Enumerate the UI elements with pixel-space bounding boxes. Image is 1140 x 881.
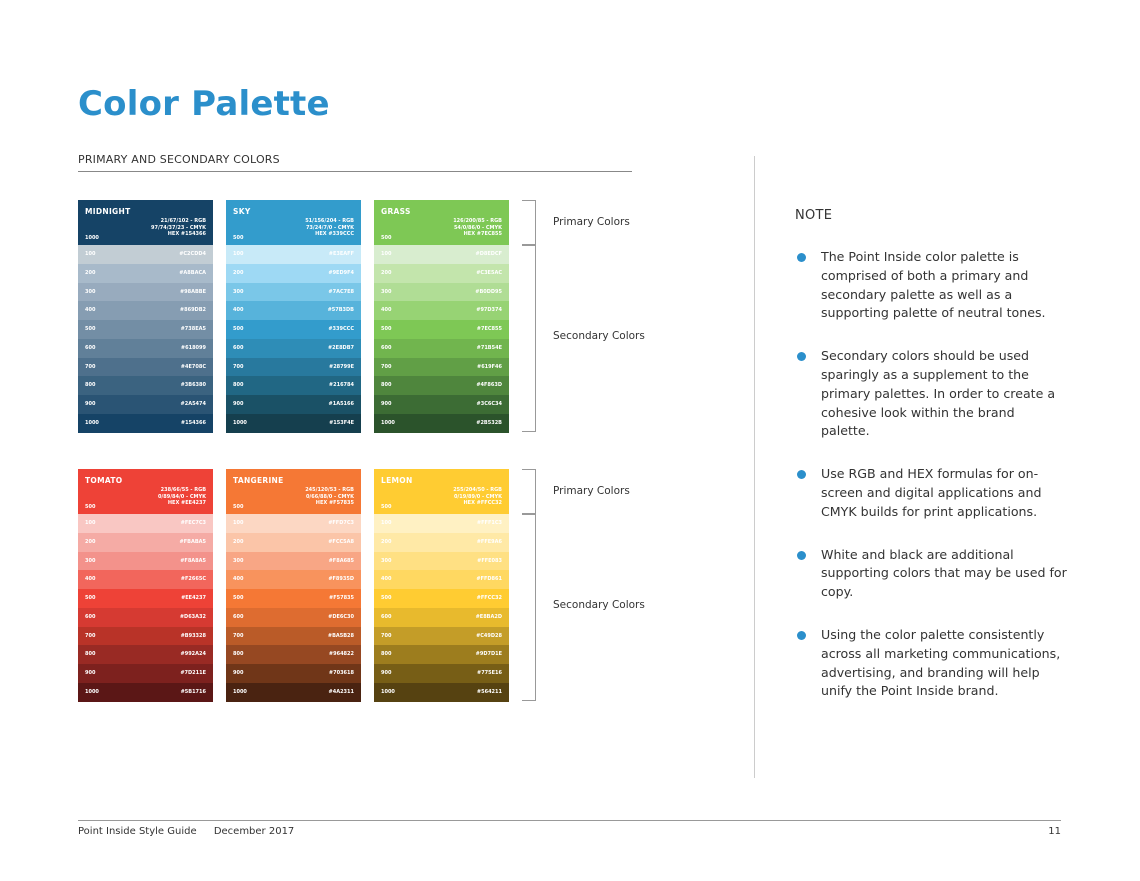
- palette-tint-swatch: [78, 514, 213, 533]
- palette-tint-swatch: [374, 627, 509, 646]
- palette-tint-swatch: [374, 414, 509, 433]
- palette-tint-swatch: [374, 589, 509, 608]
- tint-step: 500: [233, 595, 244, 601]
- palette-tint-swatch: [78, 627, 213, 646]
- palette-name: MIDNIGHT: [85, 207, 131, 216]
- tint-step: 1000: [381, 688, 395, 695]
- tint-hex: #2A5474: [180, 401, 206, 407]
- tint-hex: #FFF1C3: [476, 520, 502, 526]
- note-title: NOTE: [795, 208, 833, 223]
- palette-tint-swatch: [374, 339, 509, 358]
- tint-step: 600: [381, 613, 392, 620]
- tint-step: 800: [381, 651, 392, 658]
- tint-hex: #B93328: [180, 632, 206, 639]
- note-item: [797, 347, 1067, 441]
- tint-step: 100: [381, 251, 392, 257]
- primary-step: 1000: [85, 235, 99, 241]
- tint-hex: #FFCC32: [476, 595, 502, 601]
- tint-step: 1000: [233, 419, 247, 426]
- bullet-dot-icon: [797, 470, 806, 479]
- tint-hex: #98ABBE: [179, 288, 206, 295]
- tint-hex: #FCC5A8: [328, 538, 354, 545]
- palette-formulas: [305, 218, 354, 238]
- palette-formulas: [453, 218, 502, 238]
- bullet-dot-icon: [797, 253, 806, 262]
- palette-tint-swatch: [374, 376, 509, 395]
- palette-name: SKY: [233, 207, 251, 216]
- palette-tint-swatch: [226, 664, 361, 683]
- tint-step: 300: [381, 557, 392, 564]
- tint-hex: #A8BACA: [179, 269, 206, 276]
- primary-step: 500: [381, 235, 392, 241]
- tint-step: 100: [381, 520, 392, 526]
- palette-tint-swatch: [226, 339, 361, 358]
- palette-tint-swatch: [226, 283, 361, 302]
- tint-hex: #FEC7C3: [180, 520, 206, 526]
- tint-step: 100: [85, 251, 96, 257]
- bullet-dot-icon: [797, 551, 806, 560]
- tint-step: 500: [233, 326, 244, 332]
- palette-primary-swatch: [78, 200, 213, 245]
- tint-hex: #4A2311: [328, 688, 354, 695]
- tint-hex: #5B1716: [180, 688, 206, 695]
- tint-hex: #F8935D: [328, 576, 354, 583]
- cmyk-formula: 54/0/86/0 - CMYK: [453, 224, 502, 231]
- cmyk-formula: 97/74/37/23 - CMYK: [150, 224, 206, 231]
- palette-grass: [374, 200, 509, 433]
- palette-tangerine: [226, 469, 361, 702]
- section-label: PRIMARY AND SECONDARY COLORS: [78, 153, 280, 166]
- tint-hex: #C2CDD4: [179, 251, 206, 257]
- palette-tint-swatch: [78, 570, 213, 589]
- tint-step: 800: [85, 651, 96, 658]
- palette-name: LEMON: [381, 476, 413, 485]
- primary-colors-label: Primary Colors: [553, 216, 630, 228]
- footer-rule: [78, 820, 1061, 821]
- tint-hex: #992A24: [180, 651, 206, 658]
- tint-step: 400: [233, 576, 244, 583]
- tint-hex: #7D211E: [180, 670, 206, 676]
- tint-step: 300: [85, 288, 96, 295]
- tint-hex: #7EC855: [476, 326, 502, 332]
- tint-step: 200: [233, 538, 244, 545]
- tint-step: 600: [381, 344, 392, 351]
- palette-tint-swatch: [78, 283, 213, 302]
- hex-formula: HEX #154366: [167, 231, 206, 238]
- note-text: The Point Inside color palette is comprised of both a primary and secondary palette as well as a supporting palette of neutral tones.: [821, 249, 1046, 321]
- tint-step: 100: [85, 520, 96, 526]
- tint-hex: #1A5166: [328, 401, 354, 407]
- note-item: [797, 465, 1067, 521]
- palette-formulas: [305, 487, 354, 507]
- palette-tint-swatch: [226, 376, 361, 395]
- tint-hex: #E8BA2D: [475, 613, 502, 620]
- tint-step: 700: [233, 632, 244, 639]
- palette-formulas: [453, 487, 502, 507]
- tint-hex: #FFD861: [476, 576, 502, 583]
- tint-hex: #738EA5: [180, 326, 206, 332]
- tint-hex: #FFE9A6: [476, 538, 502, 545]
- palette-tint-swatch: [226, 645, 361, 664]
- palette-tint-swatch: [374, 320, 509, 339]
- tint-step: 300: [85, 557, 96, 564]
- tint-hex: #4E708C: [180, 363, 206, 370]
- tint-step: 800: [85, 382, 96, 389]
- tint-step: 100: [233, 520, 244, 526]
- palette-primary-swatch: [374, 200, 509, 245]
- tint-step: 1000: [85, 688, 99, 695]
- palette-tomato: [78, 469, 213, 702]
- palette-tint-swatch: [78, 264, 213, 283]
- rgb-formula: 21/67/102 - RGB: [160, 218, 206, 224]
- page-number: 11: [1048, 826, 1061, 837]
- tint-hex: #F8A685: [328, 557, 354, 564]
- footer-left: [78, 826, 294, 837]
- tint-step: 500: [381, 326, 392, 332]
- primary-bracket-top: [522, 200, 536, 245]
- tint-step: 600: [85, 344, 96, 351]
- note-list: [797, 248, 1067, 725]
- tint-hex: #B0DD95: [475, 288, 502, 295]
- palette-tint-swatch: [78, 608, 213, 627]
- tint-hex: #9D7D1E: [475, 651, 502, 658]
- palette-tint-swatch: [78, 664, 213, 683]
- tint-hex: #869DB2: [179, 307, 206, 314]
- rgb-formula: 238/66/55 - RGB: [160, 487, 206, 493]
- palette-tint-swatch: [226, 514, 361, 533]
- primary-colors-label: Primary Colors: [553, 485, 630, 497]
- palette-tint-swatch: [226, 301, 361, 320]
- tint-hex: #7AC7E8: [328, 288, 354, 295]
- footer-guide-title: Point Inside Style Guide: [78, 826, 197, 837]
- palette-tint-swatch: [226, 320, 361, 339]
- tint-step: 1000: [85, 419, 99, 426]
- tint-hex: #154366: [180, 419, 206, 426]
- cmyk-formula: 0/19/89/0 - CMYK: [453, 493, 502, 500]
- hex-formula: HEX #7EC855: [463, 231, 502, 238]
- section-rule: [78, 171, 632, 172]
- tint-step: 900: [85, 401, 96, 407]
- palette-tint-swatch: [226, 570, 361, 589]
- tint-step: 800: [233, 382, 244, 389]
- tint-hex: #28799E: [329, 363, 354, 370]
- primary-bracket-bottom: [522, 469, 536, 514]
- palette-name: TANGERINE: [233, 476, 284, 485]
- palette-tint-swatch: [78, 245, 213, 264]
- tint-step: 400: [85, 307, 96, 314]
- palette-tint-swatch: [226, 608, 361, 627]
- tint-step: 900: [233, 670, 244, 676]
- secondary-bracket-top: [522, 245, 536, 432]
- tint-hex: #964822: [328, 651, 354, 658]
- palette-tint-swatch: [78, 552, 213, 571]
- tint-step: 800: [381, 382, 392, 389]
- tint-hex: #339CCC: [328, 326, 354, 332]
- palette-primary-swatch: [226, 200, 361, 245]
- tint-hex: #C49D28: [476, 632, 502, 639]
- cmyk-formula: 0/66/88/0 - CMYK: [305, 493, 354, 500]
- tint-hex: #2E8DB7: [327, 344, 354, 351]
- rgb-formula: 245/120/53 - RGB: [305, 487, 354, 493]
- tint-hex: #564211: [476, 688, 502, 695]
- tint-hex: #9ED9F4: [328, 269, 354, 276]
- note-text: Using the color palette consistently across all marketing communications, advertising, and branding will help unify the Point Inside brand.: [821, 626, 1061, 699]
- primary-step: 500: [381, 504, 392, 510]
- palette-primary-swatch: [78, 469, 213, 514]
- palette-tint-swatch: [374, 395, 509, 414]
- tint-step: 800: [233, 651, 244, 658]
- tint-hex: #703618: [328, 670, 354, 676]
- tint-step: 300: [233, 557, 244, 564]
- primary-step: 500: [233, 504, 244, 510]
- palette-formulas: [158, 487, 206, 507]
- rgb-formula: 51/156/204 - RGB: [305, 218, 354, 224]
- tint-step: 600: [233, 613, 244, 620]
- tint-step: 200: [381, 269, 392, 276]
- note-text: White and black are additional supporting colors that may be used for copy.: [821, 546, 1067, 600]
- tint-step: 400: [233, 307, 244, 314]
- palette-tint-swatch: [226, 589, 361, 608]
- tint-step: 900: [381, 401, 392, 407]
- tint-hex: #E3EAFF: [328, 251, 354, 257]
- tint-step: 500: [85, 326, 96, 332]
- tint-step: 1000: [233, 688, 247, 695]
- tint-hex: #EE4237: [181, 595, 206, 601]
- tint-hex: #619F46: [477, 363, 502, 370]
- palette-formulas: [151, 218, 206, 238]
- palette-tint-swatch: [78, 395, 213, 414]
- palette-tint-swatch: [226, 264, 361, 283]
- palette-tint-swatch: [374, 664, 509, 683]
- palette-tint-swatch: [374, 683, 509, 702]
- palette-tint-swatch: [374, 570, 509, 589]
- tint-step: 200: [381, 538, 392, 545]
- tint-step: 900: [381, 670, 392, 676]
- tint-step: 400: [85, 576, 96, 583]
- rgb-formula: 126/200/85 - RGB: [453, 218, 502, 224]
- palette-sky: [226, 200, 361, 433]
- palette-tint-swatch: [226, 627, 361, 646]
- palette-tint-swatch: [226, 683, 361, 702]
- tint-step: 700: [233, 363, 244, 370]
- palette-tint-swatch: [226, 395, 361, 414]
- tint-step: 900: [85, 670, 96, 676]
- page-title: Color Palette: [78, 84, 330, 124]
- palette-tint-swatch: [374, 533, 509, 552]
- palette-tint-swatch: [374, 245, 509, 264]
- note-item: [797, 546, 1067, 602]
- tint-hex: #D8EDCF: [475, 251, 502, 257]
- secondary-bracket-bottom: [522, 514, 536, 701]
- tint-hex: #3B6380: [180, 382, 206, 389]
- palette-tint-swatch: [226, 533, 361, 552]
- palette-name: GRASS: [381, 207, 411, 216]
- hex-formula: HEX #EE4237: [167, 500, 206, 507]
- tint-hex: #4F863D: [476, 382, 502, 389]
- palette-tint-swatch: [226, 245, 361, 264]
- tint-hex: #2B532B: [476, 419, 502, 426]
- tint-step: 400: [381, 576, 392, 583]
- bullet-dot-icon: [797, 631, 806, 640]
- palette-tint-swatch: [374, 358, 509, 377]
- tint-step: 700: [85, 632, 96, 639]
- palette-tint-swatch: [78, 589, 213, 608]
- secondary-colors-label: Secondary Colors: [553, 599, 645, 611]
- note-item: [797, 248, 1067, 323]
- tint-hex: #FBABA5: [179, 538, 206, 545]
- hex-formula: HEX #F57835: [315, 500, 354, 507]
- palette-tint-swatch: [226, 552, 361, 571]
- primary-step: 500: [233, 235, 244, 241]
- primary-step: 500: [85, 504, 96, 510]
- cmyk-formula: 73/24/7/0 - CMYK: [305, 224, 354, 231]
- tint-hex: #FFE083: [477, 557, 502, 564]
- palette-tint-swatch: [78, 320, 213, 339]
- hex-formula: HEX #FFCC32: [463, 500, 502, 507]
- tint-hex: #F2665C: [180, 576, 206, 583]
- column-divider: [754, 156, 755, 778]
- tint-step: 900: [233, 401, 244, 407]
- palette-tint-swatch: [374, 514, 509, 533]
- tint-step: 200: [233, 269, 244, 276]
- palette-tint-swatch: [374, 264, 509, 283]
- palette-tint-swatch: [78, 339, 213, 358]
- tint-hex: #D63A32: [179, 613, 206, 620]
- palette-tint-swatch: [78, 376, 213, 395]
- tint-step: 300: [381, 288, 392, 295]
- palette-tint-swatch: [374, 552, 509, 571]
- palette-name: TOMATO: [85, 476, 123, 485]
- footer-date: December 2017: [213, 826, 295, 837]
- palette-tint-swatch: [78, 533, 213, 552]
- tint-hex: #57B3DB: [327, 307, 354, 314]
- bullet-dot-icon: [797, 352, 806, 361]
- tint-step: 600: [85, 613, 96, 620]
- tint-step: 500: [85, 595, 96, 601]
- note-text: Secondary colors should be used sparingly as a supplement to the primary palettes. In order to create a cohesive look within the brand palette.: [821, 348, 1056, 439]
- palette-lemon: [374, 469, 509, 702]
- palette-tint-swatch: [78, 301, 213, 320]
- tint-hex: #775E16: [477, 670, 502, 676]
- tint-hex: #3C6C34: [476, 401, 502, 407]
- tint-hex: #216784: [328, 382, 354, 389]
- tint-step: 1000: [381, 419, 395, 426]
- tint-step: 700: [381, 363, 392, 370]
- palette-primary-swatch: [226, 469, 361, 514]
- palette-primary-swatch: [374, 469, 509, 514]
- tint-step: 300: [233, 288, 244, 295]
- tint-step: 700: [85, 363, 96, 370]
- secondary-colors-label: Secondary Colors: [553, 330, 645, 342]
- tint-hex: #618099: [180, 344, 206, 351]
- palette-tint-swatch: [374, 608, 509, 627]
- palette-tint-swatch: [78, 645, 213, 664]
- palette-tint-swatch: [226, 414, 361, 433]
- hex-formula: HEX #339CCC: [315, 231, 354, 238]
- tint-hex: #DE6C30: [328, 613, 354, 620]
- tint-hex: #F57835: [329, 595, 354, 601]
- palette-tint-swatch: [374, 283, 509, 302]
- tint-hex: #C3E5AC: [476, 269, 502, 276]
- palette-tint-swatch: [78, 414, 213, 433]
- tint-hex: #BA5B28: [327, 632, 354, 639]
- tint-step: 100: [233, 251, 244, 257]
- tint-step: 200: [85, 269, 96, 276]
- tint-step: 500: [381, 595, 392, 601]
- cmyk-formula: 0/89/84/0 - CMYK: [157, 493, 206, 500]
- tint-step: 700: [381, 632, 392, 639]
- tint-step: 400: [381, 307, 392, 314]
- palette-midnight: [78, 200, 213, 433]
- tint-hex: #F8A8A5: [180, 557, 206, 564]
- palette-tint-swatch: [78, 683, 213, 702]
- palette-tint-swatch: [374, 645, 509, 664]
- palette-tint-swatch: [78, 358, 213, 377]
- tint-step: 600: [233, 344, 244, 351]
- rgb-formula: 255/204/50 - RGB: [453, 487, 502, 493]
- tint-hex: #97D374: [476, 307, 502, 314]
- note-text: Use RGB and HEX formulas for on-screen and digital applications and CMYK builds for print applications.: [821, 466, 1042, 519]
- tint-hex: #FFD7C3: [328, 520, 354, 526]
- note-item: [797, 626, 1067, 701]
- tint-hex: #153F4E: [329, 419, 354, 426]
- tint-hex: #71B54E: [476, 344, 502, 351]
- tint-step: 200: [85, 538, 96, 545]
- palette-tint-swatch: [374, 301, 509, 320]
- palette-tint-swatch: [226, 358, 361, 377]
